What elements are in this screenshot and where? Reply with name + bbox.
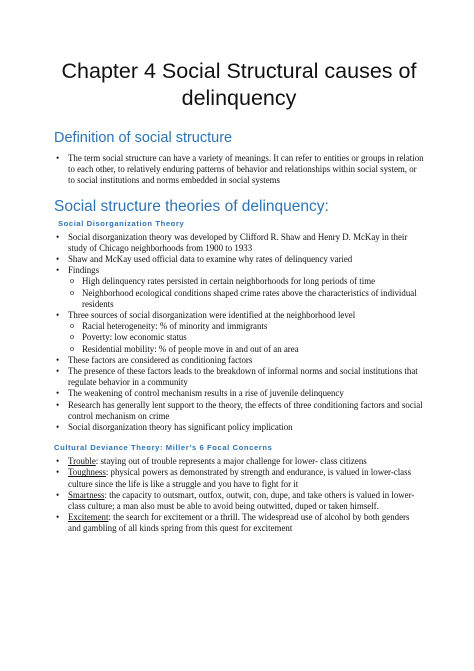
- list-item: • Shaw and McKay used official data to examine why rates of delinquency varied: [54, 254, 424, 265]
- list-item: o High delinquency rates persisted in certain neighborhoods for long periods of time: [54, 276, 424, 287]
- focal-concerns-list: [54, 456, 424, 534]
- list-item: o Neighborhood ecological conditions shaped crime rates above the characteristics of individual residents: [54, 288, 424, 310]
- theories-heading: Social structure theories of delinquency:: [54, 197, 329, 215]
- list-item: • These factors are considered as conditioning factors: [54, 355, 424, 366]
- theories-list-rest: [54, 355, 424, 433]
- list-item: • Three sources of social disorganization were identified at the neighborhood level: [54, 310, 424, 321]
- list-item: o Residential mobility: % of people move in and out of an area: [54, 344, 424, 355]
- theories-list-cont: [54, 310, 424, 321]
- list-item-toughness: [54, 467, 424, 489]
- term-description: : staying out of trouble represents a major challenge for lower- class citizens: [95, 456, 367, 467]
- social-disorganization-heading: Social Disorganization Theory: [58, 218, 185, 228]
- definition-list: [54, 153, 424, 187]
- list-item: • Research has generally lent support to the theory, the effects of three conditioning factors and social control mechanism on crime: [54, 400, 424, 422]
- list-item-trouble: [54, 456, 424, 467]
- list-item: o Poverty: low economic status: [54, 332, 424, 343]
- list-item-label: Findings: [68, 265, 100, 276]
- term-description: : the capacity to outsmart, outfox, outwit, con, dupe, and take others is valued in lower-class culture; a man also must be able to avoid being outwitted, duped or taken himself.: [68, 489, 415, 512]
- list-item: • The term social structure can have a variety of meanings. It can refer to entities or groups in relation to each other, to relatively enduring patterns of behavior and relationships within social system, or to social institutions and norms embedded in social systems: [54, 153, 424, 187]
- term-trouble: Trouble: [68, 456, 96, 467]
- list-item: • The presence of these factors leads to the breakdown of informal norms and social institutions that regulate behavior in a community: [54, 366, 424, 388]
- term-smartness: Smartness: [68, 489, 105, 500]
- document-page: [0, 58, 474, 671]
- theories-list: [54, 232, 424, 277]
- term-description: : physical powers as demonstrated by strength and endurance, is valued in lower-class culture since the life is like a struggle and you have to fight for it: [68, 467, 412, 489]
- sources-list: [54, 321, 424, 355]
- findings-list: [54, 276, 424, 310]
- list-item-smartness: [54, 490, 424, 512]
- term-toughness: Toughness: [68, 467, 106, 478]
- list-item-findings: [54, 265, 424, 276]
- term-description: : the search for excitement or a thrill. The widespread use of alcohol by both genders and gambling of all kinds spring from this quest for excitement: [68, 512, 410, 534]
- list-item: • The weakening of control mechanism results in a rise of juvenile delinquency: [54, 388, 424, 399]
- term-excitement: Excitement: [68, 512, 109, 523]
- list-item: o Racial heterogeneity: % of minority and immigrants: [54, 321, 424, 332]
- definition-heading: Definition of social structure: [54, 130, 233, 146]
- list-item-excitement: [54, 512, 424, 534]
- list-item: • Social disorganization theory has significant policy implication: [54, 422, 424, 433]
- cultural-deviance-heading: Cultural Deviance Theory: Miller’s 6 Focal Concerns: [54, 443, 273, 453]
- list-item: • Social disorganization theory was developed by Clifford R. Shaw and Henry D. McKay in their study of Chicago neighborhoods from 1900 to 1933: [54, 232, 424, 254]
- page-title: Chapter 4 Social Structural causes of delinquency: [61, 59, 417, 110]
